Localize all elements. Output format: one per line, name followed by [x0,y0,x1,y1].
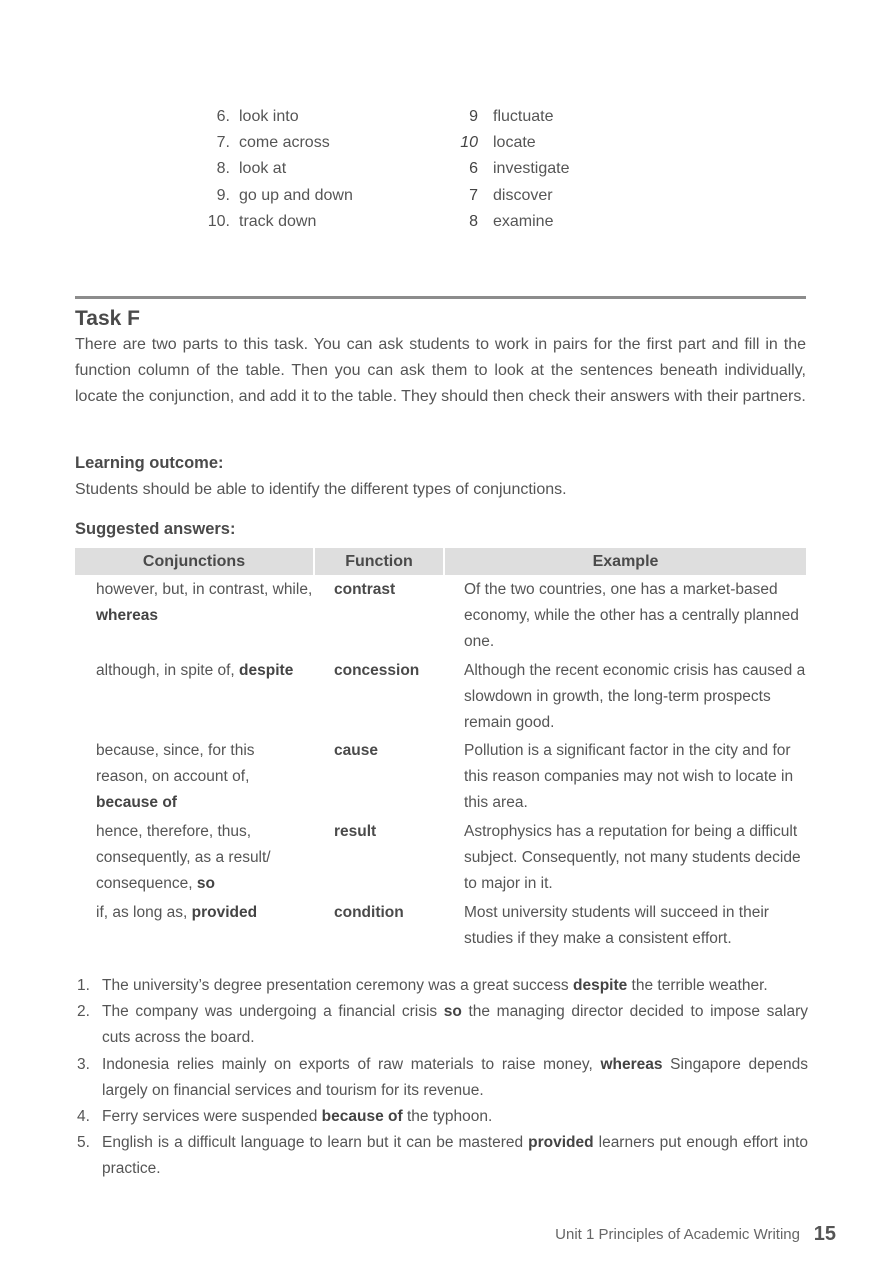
function-cell: result [334,823,377,840]
task-title: Task F [75,307,140,330]
matching-row [160,104,620,130]
conjunctions-cell: because, since, for this reason, on account of, because of [96,742,255,812]
sentence-text: The university’s degree presentation ceremony was a great success despite the terrible weather. [102,977,768,994]
column-header-conjunctions: Conjunctions [75,548,315,575]
table-header [75,548,806,575]
answer-key: 8 [469,212,478,230]
item-number: 9. [216,186,230,204]
example-cell: Astrophysics has a reputation for being a difficult subject. Consequently, not many students decide to major in it. [464,823,801,893]
sentence-number: 2. [77,1003,90,1020]
learning-outcome-text: Students should be able to identify the different types of conjunctions. [75,481,567,498]
phrasal-verb: track down [239,212,317,230]
conjunctions-cell: if, as long as, provided [96,904,258,921]
phrasal-verb: come across [239,134,330,152]
function-cell: cause [334,742,378,759]
sentence-text: Ferry services were suspended because of the typhoon. [102,1108,493,1125]
running-footer: Unit 1 Principles of Academic Writing [555,1226,800,1243]
suggested-answers-heading: Suggested answers: [75,520,236,538]
matching-row [160,183,620,209]
sentence-text: The company was undergoing a financial crisis so the managing director decided to impose salary cuts across the board. [102,1003,808,1047]
example-cell: Pollution is a significant factor in the city and for this reason companies may not wish to locate in this area. [464,742,794,812]
answer-key: 6 [469,160,478,178]
answer-key: 7 [469,186,478,204]
item-number: 8. [216,160,230,178]
matching-row [160,209,620,235]
example-cell: Of the two countries, one has a market-based economy, while the other has a centrally planned one. [464,581,799,651]
function-cell: concession [334,662,420,679]
conjunctions-cell: however, but, in contrast, while, whereas [96,581,313,625]
matching-answers [160,104,620,235]
synonym-word: fluctuate [493,108,554,125]
function-cell: contrast [334,581,396,598]
example-cell: Although the recent economic crisis has caused a slowdown in growth, the long-term prospects remain good. [464,662,806,732]
item-number: 6. [216,108,230,125]
page-number: 15 [813,1223,836,1245]
sentence-text: Indonesia relies mainly on exports of raw materials to raise money, whereas Singapore depends largely on financial services and tourism for its revenue. [102,1056,808,1100]
item-number: 7. [216,134,230,152]
function-cell: condition [334,904,404,921]
synonym-word: locate [493,134,536,152]
phrasal-verb: go up and down [239,186,353,204]
synonym-word: discover [493,186,553,204]
synonym-word: examine [493,212,554,230]
phrasal-verb: look into [239,108,299,125]
sentence-number: 5. [77,1134,90,1151]
matching-row [160,156,620,182]
phrasal-verb: look at [239,160,287,178]
example-cell: Most university students will succeed in their studies if they make a consistent effort. [464,904,769,948]
sentence-text: English is a difficult language to learn but it can be mastered provided learners put enough effort into practice. [102,1134,808,1178]
answer-key: 10 [460,134,478,152]
item-number: 10. [207,212,230,230]
conjunctions-cell: although, in spite of, despite [96,662,294,679]
column-header-example: Example [592,552,659,570]
matching-row [160,130,620,156]
task-instructions: There are two parts to this task. You can ask students to work in pairs for the first part and fill in the function column of the table. Then you can ask them to look at the sentences beneath individually, locate the conjunction, and add it to the table. They should then check their answers with their partners. [75,336,806,406]
conjunctions-cell: hence, therefore, thus, consequently, as a result/ consequence, so [96,823,271,893]
sentence-number: 4. [77,1108,90,1125]
sentence-number: 3. [77,1056,90,1073]
section-divider [75,296,806,299]
synonym-word: investigate [493,160,570,178]
column-header-function: Function [315,548,445,575]
answer-key: 9 [469,108,478,125]
sentence-number: 1. [77,977,90,994]
learning-outcome-heading: Learning outcome: [75,454,224,472]
